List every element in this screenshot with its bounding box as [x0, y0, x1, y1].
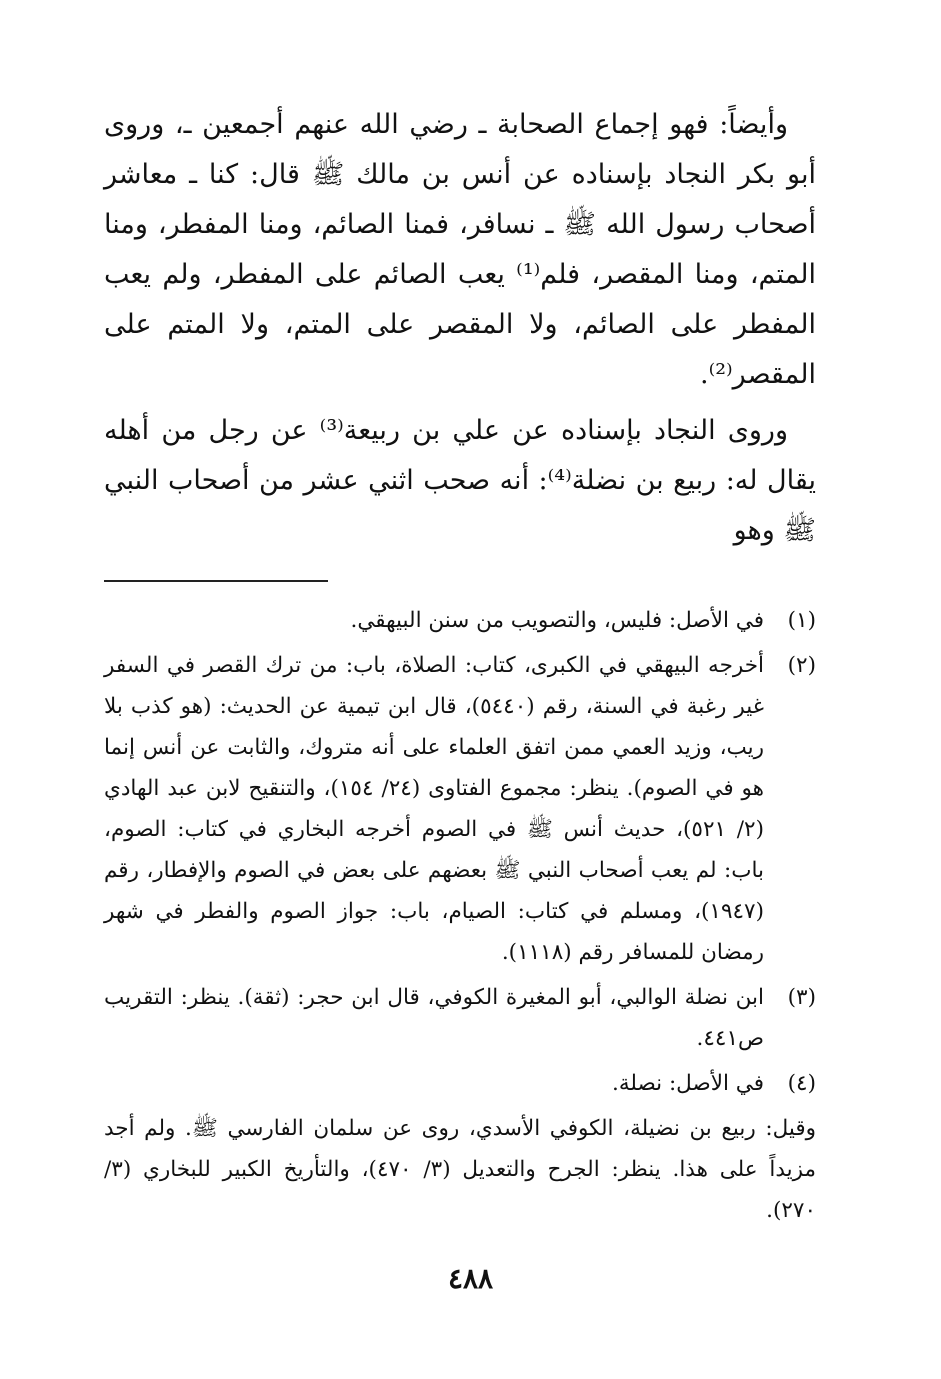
footnote-number: (٢) — [787, 653, 816, 678]
footnote-separator — [104, 580, 328, 582]
footnote-text: ابن نضلة الوالبي، أبو المغيرة الكوفي، قال ابن حجر: (ثقة). ينظر: التقريب ص٤٤١. — [104, 985, 764, 1051]
footnote-number: (١) — [787, 608, 816, 633]
footnote-separator-wrap — [104, 580, 816, 582]
page-body — [104, 100, 816, 1231]
footnote-text: في الأصل: فليس، والتصويب من سنن البيهقي. — [350, 608, 764, 633]
footnote-number: (٤) — [787, 1071, 816, 1096]
page-number: ٤٨٨ — [447, 1262, 494, 1295]
footnote — [104, 645, 816, 973]
footnote — [104, 600, 816, 641]
footnote — [104, 977, 816, 1059]
footnote-text: أخرجه البيهقي في الكبرى، كتاب: الصلاة، باب: من ترك القصر في السفر غير رغبة في السنة، رقم (٥٤٤٠)، قال ابن تيمية عن الحديث: (هو كذب بلا ريب، وزيد العمي ممن اتفق العلماء على أنه متروك، والثابت عن أنس إنما هو في الصوم). ينظر: مجموع الفتاوى (٢٤/ ١٥٤)، والتنقيح لابن عبد الهادي (٢/ ٥٢١)، حديث أنس ﷺ في الصوم أخرجه البخاري في كتاب: الصوم، باب: لم يعب أصحاب النبي ﷺ بعضهم على بعض في الصوم والإفطار، رقم (١٩٤٧)، ومسلم في كتاب: الصيام، باب: جواز الصوم والفطر في شهر رمضان للمسافر رقم (١١١٨). — [104, 653, 764, 965]
footnotes — [104, 600, 816, 1231]
footnote — [104, 1063, 816, 1104]
footnote-text: في الأصل: نصلة. — [612, 1071, 764, 1096]
footnote-continuation: وقيل: ربيع بن نضيلة، الكوفي الأسدي، روى عن سلمان الفارسي ﷺ. ولم أجد مزيداً على هذا. ينظر: الجرح والتعديل (٣/ ٤٧٠)، والتأريخ الكبير للبخاري (٣/ ٢٧٠). — [104, 1116, 816, 1223]
main-text — [104, 100, 816, 556]
footnote-number: (٣) — [787, 985, 816, 1010]
main-paragraph: وروى النجاد بإسناده عن علي بن ربيعة⁽³⁾ عن رجل من أهله يقال له: ربيع بن نضلة⁽⁴⁾: أنه صحب اثني عشر من أصحاب النبي ﷺ وهو — [104, 415, 816, 546]
main-paragraph: وأيضاً: فهو إجماع الصحابة ـ رضي الله عنهم أجمعين ـ، وروى أبو بكر النجاد بإسناده عن أنس بن مالك ﷺ قال: كنا ـ معاشر أصحاب رسول الله ﷺ ـ نسافر، فمنا الصائم، ومنا المفطر، ومنا المتم، ومنا المقصر، فلم⁽¹⁾ يعب الصائم على المفطر، ولم يعب المفطر على الصائم، ولا المقصر على المتم، ولا المتم على المقصر⁽²⁾. — [104, 109, 816, 390]
